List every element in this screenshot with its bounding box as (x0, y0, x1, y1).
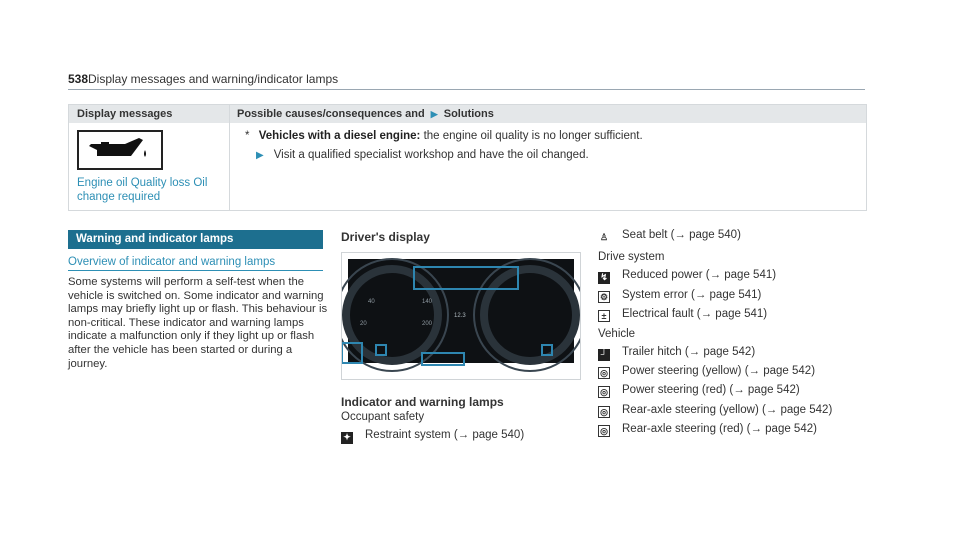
section-header-bar (68, 230, 323, 249)
section-title: Warning and indicator lamps (76, 233, 234, 245)
item-text: Electrical fault (→ page 541) (622, 308, 768, 320)
display-messages-table (68, 104, 867, 211)
instrument-cluster-image (342, 253, 580, 379)
svg-text:20: 20 (360, 321, 367, 327)
table-column-divider (229, 105, 230, 210)
col-header-solutions-text: Solutions (443, 108, 494, 120)
arrow-right-icon: ▶ (430, 109, 438, 119)
occupant-safety-label: Occupant safety (341, 411, 425, 423)
item-text: Rear-axle steering (yellow) (→ page 542) (622, 404, 833, 416)
list-item-seat-belt[interactable] (598, 229, 741, 249)
item-text: Restraint system (→ page 540) (365, 429, 525, 441)
list-item-restraint-system[interactable] (341, 429, 524, 449)
engine-system-icon: ⚙ (599, 292, 609, 302)
list-item-system-error[interactable] (598, 289, 761, 309)
solution-text (256, 149, 589, 161)
vehicle-label: Vehicle (598, 328, 636, 340)
item-text: System error (→ page 541) (622, 289, 762, 301)
svg-text:200: 200 (422, 321, 433, 327)
trailer-hitch-icon: ┘ (598, 349, 610, 361)
cause-bold-label: Vehicles with a diesel engine: (258, 130, 421, 142)
steering-icon: ◎ (598, 367, 610, 379)
drive-system-label: Drive system (598, 251, 665, 263)
intro-paragraph: Some systems will perform a self-test when the vehicle is switched on. Some indicator and warning lamps may briefly light up or flash. This behaviour is non-critical. These indicator and warning lamps indicate a malfunction only if they light up or flash after the vehicle has been started or during a journey. (68, 276, 328, 370)
list-item-rear-axle-red[interactable] (598, 423, 817, 443)
list-item-power-steering-yellow[interactable] (598, 365, 815, 385)
item-text: Trailer hitch (→ page 542) (622, 346, 756, 358)
page-header-title: Display messages and warning/indicator lamps (88, 72, 339, 86)
airbag-icon: ✦ (341, 432, 353, 444)
list-item-electrical-fault[interactable] (598, 308, 767, 328)
col-header-causes (237, 108, 494, 120)
indicator-lamps-title: Indicator and warning lamps (341, 395, 504, 409)
svg-text:140: 140 (422, 299, 433, 305)
battery-icon: ± (598, 310, 610, 322)
steering-icon: ◎ (598, 425, 610, 437)
oil-can-icon (77, 130, 163, 170)
cause-description: the engine oil quality is no longer sufficient. (420, 130, 643, 142)
svg-text:40: 40 (368, 299, 375, 305)
list-item-trailer-hitch[interactable] (598, 346, 755, 366)
list-item-power-steering-red[interactable] (598, 384, 800, 404)
subsection-link[interactable]: Overview of indicator and warning lamps (68, 256, 276, 268)
page-number: 538 (68, 72, 89, 86)
list-item-reduced-power[interactable] (598, 269, 776, 289)
item-text: Seat belt (→ page 540) (622, 229, 741, 241)
message-engine-oil-quality[interactable]: Engine oil Quality loss Oil change required (77, 177, 208, 203)
reduced-power-icon: ↯ (598, 272, 610, 284)
item-text: Reduced power (→ page 541) (622, 269, 777, 281)
item-text: Rear-axle steering (red) (→ page 542) (622, 423, 817, 435)
arrow-right-icon: ▶ (256, 150, 264, 161)
drivers-display-illustration (341, 252, 581, 380)
drivers-display-title: Driver's display (341, 230, 430, 244)
col-header-causes-text: Possible causes/consequences and (237, 108, 425, 120)
subsection-underline (68, 270, 323, 271)
svg-text:12.3: 12.3 (454, 313, 466, 319)
footnote-asterisk: * (245, 130, 250, 142)
header-divider (68, 89, 865, 90)
cause-text (245, 130, 643, 142)
list-item-rear-axle-yellow[interactable] (598, 404, 832, 424)
col-header-display-messages: Display messages (77, 108, 173, 120)
steering-icon: ◎ (598, 406, 610, 418)
item-text: Power steering (yellow) (→ page 542) (622, 365, 816, 377)
solution-description: Visit a qualified specialist workshop and have the oil changed. (273, 149, 589, 161)
steering-icon: ◎ (598, 386, 610, 398)
seatbelt-icon: ♙ (599, 232, 609, 242)
table-header-row (69, 105, 866, 123)
item-text: Power steering (red) (→ page 542) (622, 384, 800, 396)
